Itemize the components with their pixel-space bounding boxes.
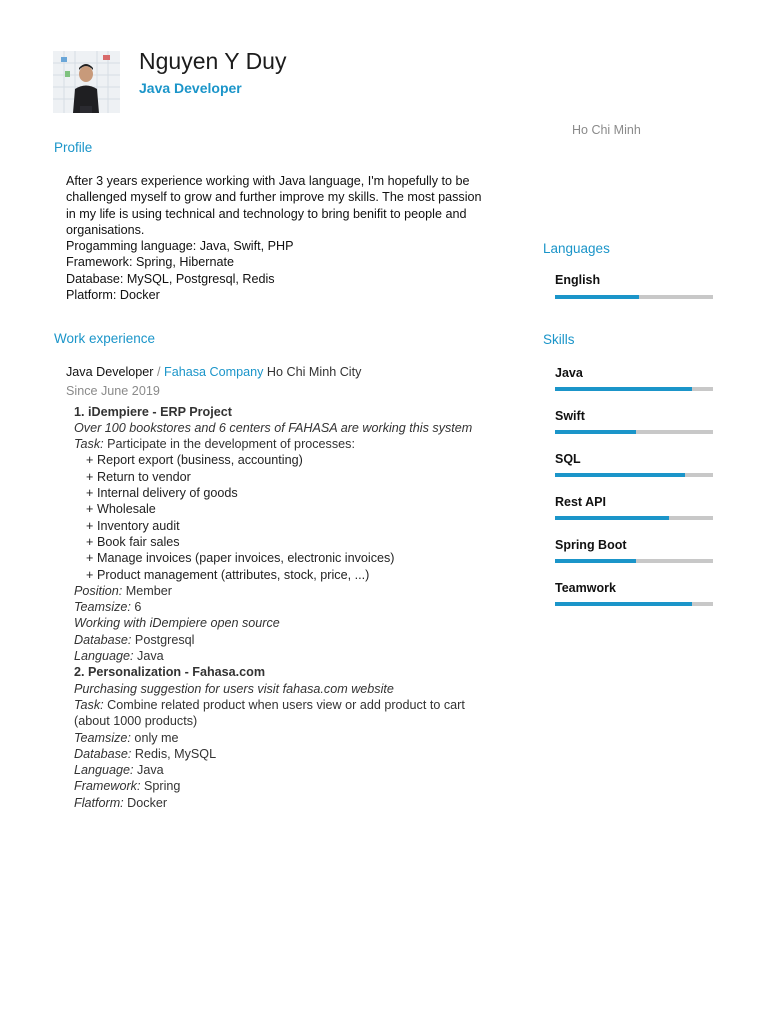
person-photo-icon (53, 51, 120, 113)
skill-item-swift (555, 409, 713, 423)
candidate-title: Java Developer (139, 80, 242, 96)
field-value: Postgresql (131, 632, 195, 647)
profile-line: challenged myself to grow and further improve my skills. The most passion (66, 190, 482, 205)
skill-item-sql (555, 452, 713, 466)
profile-line: Database: MySQL, Postgresql, Redis (66, 271, 275, 286)
profile-line: Progamming language: Java, Swift, PHP (66, 239, 294, 254)
field-label: Teamsize: (74, 730, 131, 745)
profile-text (66, 173, 518, 303)
job-entry (66, 364, 518, 811)
field-value: Java (133, 649, 164, 664)
field-value: Java (133, 763, 164, 778)
skill-level-fill (555, 602, 692, 606)
field-label: Framework: (74, 779, 141, 794)
task-list (74, 452, 518, 582)
skill-name: SQL (555, 452, 581, 466)
skill-name: Java (555, 366, 583, 380)
task-item: Report export (business, accounting) (97, 453, 303, 468)
field-value: Redis, MySQL (131, 746, 217, 761)
skill-level-bar (555, 473, 713, 477)
skill-item-teamwork (555, 581, 713, 595)
project-language (74, 648, 518, 664)
task-value: Participate in the development of processes: (103, 437, 355, 452)
task-item: Product management (attributes, stock, price, ...) (97, 567, 370, 582)
skill-name: Rest API (555, 495, 606, 509)
task-label: Task: (74, 697, 104, 712)
profile-heading: Profile (54, 140, 93, 155)
task-item: Return to vendor (97, 469, 191, 484)
project-note: Working with iDempiere open source (74, 616, 280, 631)
job-city: Ho Chi Minh City (266, 365, 362, 379)
location: Ho Chi Minh (572, 123, 641, 137)
project-database (74, 632, 518, 648)
skill-level-fill (555, 473, 685, 477)
list-item: + Product management (attributes, stock, price, ...) (86, 567, 370, 582)
language-item-english (555, 273, 713, 287)
language-level-fill (555, 295, 639, 299)
task-item: Wholesale (97, 502, 156, 517)
skill-name: Teamwork (555, 581, 616, 595)
skill-name: Spring Boot (555, 538, 627, 552)
list-item: + Wholesale (86, 502, 156, 517)
list-item: + Book fair sales (86, 534, 180, 549)
skill-level-bar (555, 516, 713, 520)
project-task-continued: (about 1000 products) (74, 714, 198, 729)
list-item: + Manage invoices (paper invoices, electronic invoices) (86, 551, 395, 566)
languages-heading: Languages (543, 241, 610, 256)
skill-item-java (555, 366, 713, 380)
job-since: Since June 2019 (66, 384, 160, 399)
task-label: Task: (74, 437, 104, 452)
project-task (74, 436, 518, 452)
task-item: Inventory audit (97, 518, 180, 533)
candidate-name: Nguyen Y Duy (139, 48, 287, 74)
project-title: 1. iDempiere - ERP Project (74, 404, 232, 419)
field-label: Position: (74, 583, 123, 598)
profile-line: Platform: Docker (66, 288, 160, 303)
profile-line: Framework: Spring, Hibernate (66, 255, 234, 270)
field-value: Member (122, 583, 172, 598)
skill-level-fill (555, 559, 636, 563)
project-task (74, 697, 518, 713)
job-company: Fahasa Company (164, 365, 264, 379)
skill-level-bar (555, 387, 713, 391)
project-list (66, 404, 518, 811)
project-position (74, 583, 518, 599)
field-label: Language: (74, 649, 134, 664)
field-value: 6 (130, 600, 142, 615)
profile-line: After 3 years experience working with Java language, I'm hopefully to be (66, 174, 470, 188)
skill-level-fill (555, 516, 669, 520)
work-experience-heading: Work experience (54, 331, 156, 346)
task-value: Combine related product when users view or add product to cart (103, 697, 465, 712)
job-title: Java Developer (66, 365, 154, 379)
field-value: Docker (123, 795, 168, 810)
skill-level-bar (555, 602, 713, 606)
language-name: English (555, 273, 601, 287)
profile-photo (53, 51, 120, 113)
skill-level-fill (555, 387, 692, 391)
profile-line: organisations. (66, 222, 145, 237)
skill-name: Swift (555, 409, 585, 423)
field-label: Database: (74, 632, 132, 647)
list-item: + Internal delivery of goods (86, 486, 238, 501)
task-item: Book fair sales (97, 534, 180, 549)
task-item: Internal delivery of goods (97, 486, 238, 501)
project-database (74, 746, 518, 762)
field-label: Flatform: (74, 795, 124, 810)
project-teamsize (74, 730, 518, 746)
project-title: 2. Personalization - Fahasa.com (74, 665, 266, 680)
skill-item-rest-api (555, 495, 713, 509)
project-description: Purchasing suggestion for users visit fahasa.com website (74, 681, 394, 696)
field-label: Language: (74, 763, 134, 778)
field-value: Spring (140, 779, 181, 794)
field-label: Database: (74, 746, 132, 761)
job-separator: / (157, 365, 161, 379)
project-description: Over 100 bookstores and 6 centers of FAHASA are working this system (74, 420, 473, 435)
field-label: Teamsize: (74, 600, 131, 615)
language-level-bar (555, 295, 713, 299)
project-language (74, 762, 518, 778)
skills-heading: Skills (543, 332, 575, 347)
job-header (66, 364, 518, 380)
skill-level-fill (555, 430, 636, 434)
list-item: + Return to vendor (86, 469, 191, 484)
list-item: + Inventory audit (86, 518, 180, 533)
skill-level-bar (555, 430, 713, 434)
project-teamsize (74, 599, 518, 615)
field-value: only me (130, 730, 179, 745)
project-framework (74, 778, 518, 794)
skill-level-bar (555, 559, 713, 563)
list-item: + Report export (business, accounting) (86, 453, 303, 468)
profile-line: in my life is using technical and technology to bring benifit to people and (66, 206, 467, 221)
skill-item-spring-boot (555, 538, 713, 552)
task-item: Manage invoices (paper invoices, electronic invoices) (97, 551, 395, 566)
project-flatform (74, 795, 518, 811)
